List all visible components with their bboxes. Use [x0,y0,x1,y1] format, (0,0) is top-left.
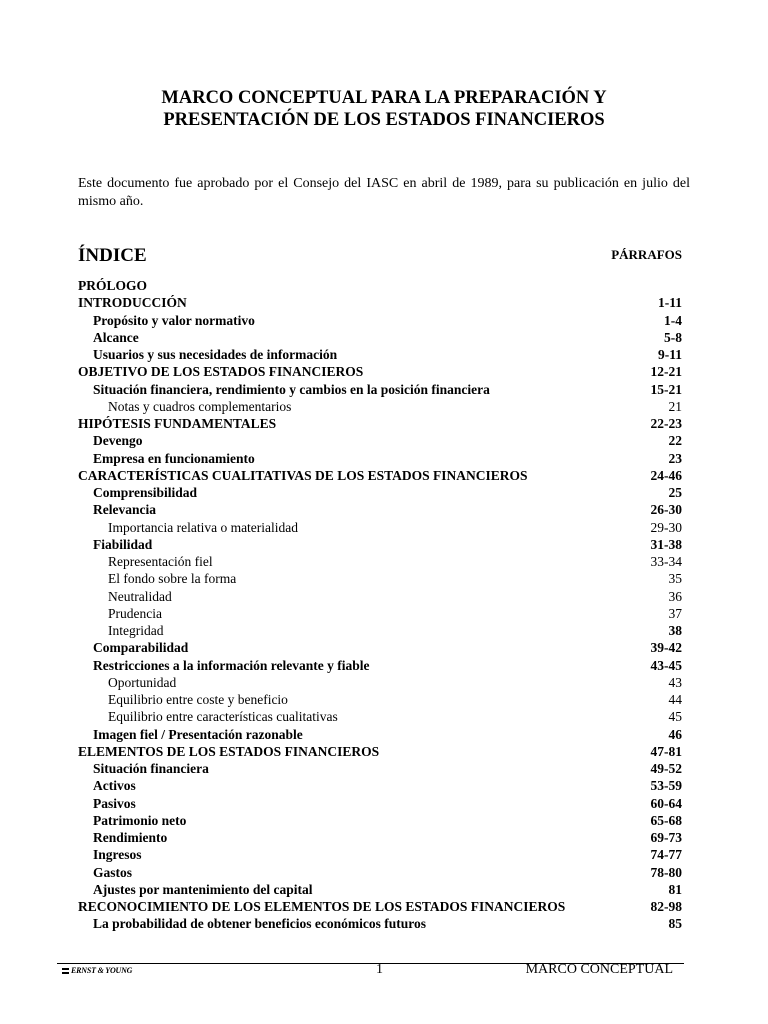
toc-entry-paragraphs: 24-46 [650,467,682,483]
logo-text: ERNST & YOUNG [71,966,133,975]
toc-entry-paragraphs: 43 [668,674,682,690]
toc-entry-paragraphs: 74-77 [650,847,682,863]
toc-entry-paragraphs: 47-81 [650,743,682,759]
toc-entry-paragraphs: 49-52 [650,761,682,776]
toc-entry [78,398,682,415]
toc-entry-title: Ajustes por mantenimiento del capital [93,881,313,897]
toc-entry [78,519,682,536]
toc-entry-paragraphs: 29-30 [650,519,682,535]
toc-entry-paragraphs: 35 [668,571,682,587]
toc-entry-title: Relevancia [93,502,156,518]
toc-entry [78,363,682,380]
toc-entry-title: Comprensibilidad [93,485,198,500]
toc-entry [78,329,682,346]
toc-entry-paragraphs: 31-38 [650,536,682,552]
toc-entry-paragraphs: 1-11 [657,295,682,311]
toc-entry-title: Empresa en funcionamiento [93,450,255,466]
toc-entry [78,570,682,587]
toc-entry-title: La probabilidad de obtener beneficios económicos futuros [93,916,427,932]
toc-entry-paragraphs: 46 [668,726,682,742]
toc-entry-title: Representación fiel [108,554,213,569]
toc-entry-paragraphs: 69-73 [650,830,682,845]
toc-entry-paragraphs: 33-34 [650,554,682,569]
toc-entry-paragraphs: 22-23 [650,416,682,431]
toc-entry-paragraphs: 39-42 [650,640,682,656]
toc-entry-paragraphs: 36 [668,588,682,604]
toc-entry-paragraphs: 5-8 [664,329,682,345]
toc-entry-title: Devengo [93,433,143,449]
toc-entry-paragraphs: 81 [668,881,682,897]
toc-entry [78,346,682,363]
intro-paragraph: Este documento fue aprobado por el Consejo del IASC en abril de 1989, para su publicación en julio del mismo año. [78,176,690,209]
title-line-2: PRESENTACIÓN DE LOS ESTADOS FINANCIEROS [163,110,605,130]
toc-entry-title: Equilibrio entre coste y beneficio [108,692,288,707]
toc-entry-title: Importancia relativa o materialidad [108,519,299,535]
toc-entry-paragraphs: 9-11 [657,347,682,362]
toc-entry [78,588,682,605]
toc-entry [78,277,682,294]
title-line-1: MARCO CONCEPTUAL PARA LA PREPARACIÓN Y [161,88,607,108]
toc-entry-title: Activos [93,778,136,794]
toc-entry [78,501,682,518]
toc-entry-title: Alcance [93,329,139,345]
toc-entry [78,760,682,777]
toc-entry-title: Notas y cuadros complementarios [108,398,292,414]
toc-entry [78,312,682,329]
toc-entry-paragraphs: 23 [668,450,682,466]
toc-entry-title: Prudencia [108,605,162,621]
toc-entry-title: Gastos [93,864,133,880]
toc-entry [78,898,682,915]
toc-entry-title: Neutralidad [108,588,172,604]
toc-entry [78,553,682,570]
toc-entry [78,467,682,484]
toc-entry-title: Restricciones a la información relevante y fiable [93,657,370,673]
toc-entry-paragraphs: 15-21 [650,381,682,397]
toc-entry-paragraphs: 22 [668,433,682,449]
page-number: 1 [376,962,383,977]
toc-entry [78,691,682,708]
toc-entry [78,795,682,812]
toc-entry-title: INTRODUCCIÓN [78,295,187,311]
toc-entry-paragraphs: 43-45 [650,657,682,673]
toc-entry-title: Oportunidad [108,674,177,690]
toc-entry-title: RECONOCIMIENTO DE LOS ELEMENTOS DE LOS ESTADOS FINANCIEROS [78,899,566,914]
toc-entry [78,915,682,932]
toc-entry [78,812,682,829]
toc-entry-paragraphs: 45 [668,709,682,725]
toc-entry [78,864,682,881]
toc-entry-paragraphs: 78-80 [650,864,682,880]
toc-entry-title: Comparabilidad [93,640,189,656]
toc-entry-paragraphs: 65-68 [650,812,682,828]
toc-entry [78,605,682,622]
toc-entry-paragraphs: 21 [668,398,682,414]
toc-entry-paragraphs: 44 [668,692,682,707]
toc-entry [78,726,682,743]
toc-entry-title: Imagen fiel / Presentación razonable [93,726,303,742]
toc-entry-paragraphs: 60-64 [650,795,682,811]
toc-entry [78,846,682,863]
toc-entry [78,381,682,398]
toc-entry-paragraphs: 12-21 [650,364,682,380]
toc-entry [78,708,682,725]
toc-entry [78,829,682,846]
toc-entry-title: Rendimiento [93,830,168,845]
toc-entry-title: CARACTERÍSTICAS CUALITATIVAS DE LOS ESTADOS FINANCIEROS [78,467,528,483]
index-heading: ÍNDICE [78,245,147,266]
toc-entry [78,639,682,656]
toc-entry-title: Usuarios y sus necesidades de información [93,347,338,362]
toc-entry [78,415,682,432]
toc-entry-title: HIPÓTESIS FUNDAMENTALES [78,416,277,431]
table-of-contents [78,277,682,933]
toc-entry-paragraphs: 25 [668,485,682,500]
toc-entry [78,657,682,674]
toc-entry-title: Integridad [108,623,164,638]
logo-mark-icon [62,968,69,974]
paragraphs-column-label: PÁRRAFOS [611,247,682,262]
toc-entry [78,484,682,501]
toc-entry-paragraphs: 1-4 [664,312,682,328]
toc-entry-title: Pasivos [93,795,136,811]
toc-entry-paragraphs: 85 [668,916,682,932]
toc-entry-title: Propósito y valor normativo [93,312,255,328]
toc-entry-paragraphs: 38 [668,623,682,638]
publisher-logo [62,966,132,975]
toc-entry [78,777,682,794]
toc-entry [78,674,682,691]
toc-entry [78,743,682,760]
toc-entry-title: Ingresos [93,847,142,863]
toc-entry-title: El fondo sobre la forma [108,571,237,587]
toc-entry [78,622,682,639]
toc-entry-title: ELEMENTOS DE LOS ESTADOS FINANCIEROS [78,743,380,759]
toc-entry [78,881,682,898]
toc-entry [78,536,682,553]
toc-entry-title: Equilibrio entre características cualitativas [108,709,338,725]
document-title [78,87,690,131]
toc-entry-paragraphs: 82-98 [650,899,682,914]
toc-entry-title: PRÓLOGO [78,278,148,293]
toc-entry-title: OBJETIVO DE LOS ESTADOS FINANCIEROS [78,364,364,380]
toc-entry-paragraphs: 26-30 [650,502,682,518]
toc-entry [78,432,682,449]
toc-entry-paragraphs: 37 [668,605,682,621]
toc-entry-title: Situación financiera, rendimiento y cambios en la posición financiera [93,381,490,397]
toc-entry-title: Fiabilidad [93,536,153,552]
footer-document-name: MARCO CONCEPTUAL [525,962,673,977]
toc-entry-title: Situación financiera [93,761,209,776]
toc-entry [78,450,682,467]
toc-entry-title: Patrimonio neto [93,812,187,828]
toc-entry-paragraphs: 53-59 [650,778,682,794]
index-header [78,241,682,267]
toc-entry [78,294,682,311]
